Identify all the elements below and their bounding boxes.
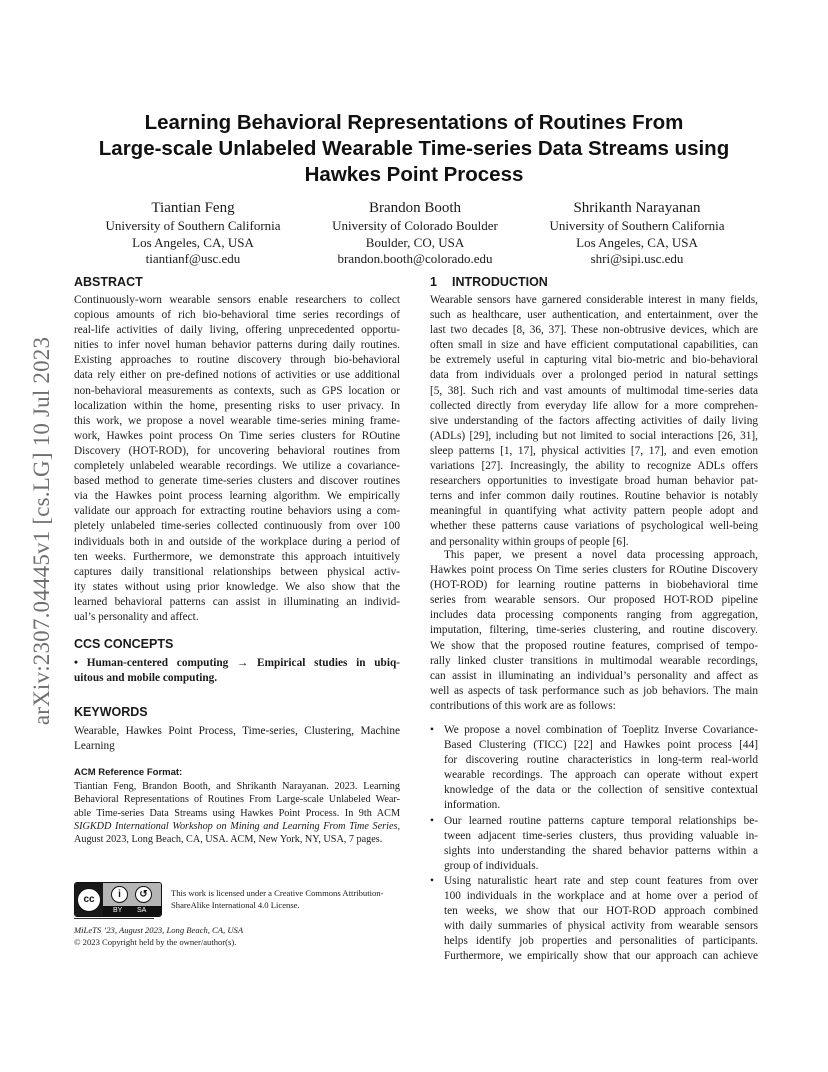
- bullet-line: Our learned routine patterns capture temporal relationships be-: [444, 814, 758, 827]
- abstract-line: ten weeks. Furthermore, we demonstrate this approach intuitively: [74, 550, 400, 563]
- bullet-line: for discovering routine characteristics in long-term real-world: [444, 754, 758, 767]
- cc-icon: cc: [77, 888, 101, 912]
- author-affiliation: University of Colorado Boulder: [332, 218, 498, 233]
- ccs-heading: CCS CONCEPTS: [74, 637, 174, 651]
- intro-line: We show that the proposed routine features, comprised of tempo-: [430, 639, 758, 652]
- list-item: [430, 874, 758, 965]
- intro-line: contributions of this work are as follows:: [430, 699, 616, 712]
- abstract-line: work, Hawkes point process On Time series clusters for ROutine: [74, 429, 400, 442]
- author-name: Tiantian Feng: [151, 200, 235, 216]
- author-block: [295, 198, 535, 268]
- bullet-line: ten weeks, we show that our HOT-ROD approach combined: [444, 905, 758, 918]
- keywords-heading: KEYWORDS: [74, 705, 148, 719]
- intro-line: imputation, filtering, time-series clustering, and routine discovery.: [430, 624, 758, 637]
- author-location: Los Angeles, CA, USA: [576, 234, 698, 250]
- intro-line: [5, 38]. Such rich and vast amounts of multimodal time-series data: [430, 384, 758, 397]
- bullet-line: We propose a novel combination of Toeplitz Inverse Covariance-: [444, 724, 758, 736]
- author-email[interactable]: shri@sipi.usc.edu: [590, 251, 684, 266]
- author-name: Shrikanth Narayanan: [573, 200, 701, 216]
- intro-line: can assist in illuminating an individual’s personality and affect as: [430, 669, 758, 682]
- intro-line: well as aspects of task performance such as job behaviors. The main: [430, 684, 758, 697]
- title-line: Learning Behavioral Representations of Routines From: [144, 111, 684, 134]
- keywords-body: [74, 724, 400, 754]
- title-line: Hawkes Point Process: [304, 163, 524, 186]
- copyright-line: © 2023 Copyright held by the owner/author(s).: [74, 937, 237, 947]
- author-location: Boulder, CO, USA: [365, 234, 465, 250]
- intro-line: (ADLs) [29], including but not limited to social interactions [26, 31],: [430, 429, 758, 442]
- reference-line: able Time-series Data Streams using Hawkes Point Process. In 9th ACM: [74, 807, 400, 819]
- reference-line: Tiantian Feng, Brandon Booth, and Shrikanth Narayanan. 2023. Learning: [74, 781, 400, 792]
- arxiv-identifier: arXiv:2307.04445v1 [cs.LG] 10 Jul 2023: [29, 336, 54, 726]
- license-line: This work is licensed under a Creative Commons Attribution-: [171, 888, 384, 898]
- intro-line: whether these patterns cause variations of psychological well-being: [430, 520, 758, 533]
- bullet-line: helps identify job properties and personalities of participants.: [444, 935, 758, 948]
- bullet-line: Based Clustering (TICC) [22] and Hawkes point process [44]: [444, 739, 758, 752]
- ccs-line: [74, 656, 400, 671]
- abstract-line: copious amounts of rich bio-behavioral time series recordings of: [74, 309, 400, 322]
- ccs-line: uitous and mobile computing.: [74, 672, 218, 685]
- intro-line: researchers opportunities to investigate broad human behavior pat-: [430, 475, 758, 488]
- introduction-heading: [430, 274, 548, 290]
- bullet-line: tween adjacent time-series clusters, thus providing valuable in-: [444, 829, 758, 842]
- license-text: [171, 887, 403, 911]
- abstract-line: pletely unlabeled time-series collected continuously from over 100: [74, 520, 400, 533]
- intro-line: often small in size and have efficient computational capabilities, can: [430, 339, 758, 352]
- intro-line: collected directly from everyday life allow for a more comprehen-: [430, 399, 758, 412]
- abstract-line: localization within the home, presenting risks to user privacy. In: [74, 399, 400, 412]
- attribution-icon: i: [111, 886, 128, 903]
- abstract-line: Continuously-worn wearable sensors enable researchers to collect: [74, 294, 400, 306]
- abstract-line: this work, we propose a novel wearable time-series mining frame-: [74, 414, 400, 427]
- intro-paragraph-1: [430, 293, 758, 550]
- bullet-line: information.: [444, 799, 501, 812]
- abstract-heading: ABSTRACT: [74, 275, 143, 289]
- bullet-dot: •: [430, 874, 434, 887]
- abstract-line: completely unlabeled wearable recordings. We utilize a covariance-: [74, 460, 400, 473]
- intro-line: variations [27]. Increasingly, the ability to recognize ADLs offers: [430, 460, 758, 473]
- bullet-line: Using naturalistic heart rate and step count features from over: [444, 874, 758, 887]
- bullet-line: group of individuals.: [444, 859, 539, 872]
- abstract-line: ity states without using prior knowledge. We also show that the: [74, 580, 400, 593]
- bullet-line: with daily summaries of physical activity from wearable sensors: [444, 920, 758, 933]
- keywords-line: Learning: [74, 740, 115, 753]
- ccs-body: [74, 656, 400, 686]
- abstract-line: based method to generate time-series clusters and discover routines: [74, 475, 400, 488]
- author-email[interactable]: brandon.booth@colorado.edu: [337, 251, 493, 266]
- abstract-line: learned behavioral patterns can assist in illuminating an individ-: [74, 595, 400, 608]
- bullet-line: Furthermore, we empirically show that our approach can achieve: [444, 950, 758, 963]
- reference-format-body: [74, 780, 400, 846]
- author-block: [73, 198, 313, 268]
- abstract-line: nities to infer novel human behavior patterns during daily routines.: [74, 339, 400, 352]
- intro-line: This paper, we present a novel data processing approach,: [444, 549, 758, 561]
- author-affiliation: University of Southern California: [105, 218, 281, 233]
- intro-line: meaningful in quantifying what activity pattern people adopt and: [430, 505, 758, 518]
- reference-line: Behavioral Representations of Routines From Large-scale Unlabeled Wear-: [74, 794, 400, 806]
- cc-by-label: BY: [113, 907, 123, 914]
- intro-line: last two decades [8, 36, 37]. These non-obtrusive devices, which are: [430, 324, 758, 337]
- intro-line: (HOT-ROD) for learning routine patterns in biobehavioral time: [430, 579, 758, 592]
- abstract-line: Discovery (HOT-ROD), for uncovering behavioral routines from: [74, 444, 400, 457]
- intro-line: such as healthcare, user authentication, and entertainment, over the: [430, 309, 758, 322]
- reference-line: August 2023, Long Beach, CA, USA. ACM, New York, NY, USA, 7 pages.: [74, 834, 383, 846]
- reference-line: SIGKDD International Workshop on Mining and Learning From Time Series,: [74, 820, 400, 832]
- bullet-line: 100 individuals in the workplace and at home over a period of: [444, 890, 758, 903]
- intro-line: Wearable sensors have garnered considerable interest in many fields,: [430, 294, 758, 306]
- abstract-line: captures daily transitional relationships between physical activ-: [74, 565, 400, 578]
- section-title: INTRODUCTION: [452, 275, 548, 289]
- ccs-concept: Human-centered computing → Empirical studies in ubiq-: [86, 657, 400, 669]
- intro-line: sleep patterns [1, 17], physical activities [7, 17], and even emotion: [430, 444, 758, 457]
- list-item: [430, 814, 758, 874]
- contributions-list: [430, 723, 758, 965]
- paper-title: [60, 110, 768, 188]
- intro-line: includes data processing components ranging from aggregation,: [430, 609, 758, 622]
- abstract-line: real-life activities of daily living, offering unprecedented opportu-: [74, 324, 400, 337]
- title-line: Large-scale Unlabeled Wearable Time-series Data Streams using: [98, 137, 730, 160]
- bullet-dot: •: [74, 657, 78, 669]
- license-line: ShareAlike International 4.0 License.: [171, 900, 300, 910]
- abstract-line: ual’s personality and affect.: [74, 610, 199, 623]
- section-number: 1: [430, 275, 437, 289]
- abstract-body: [74, 293, 400, 625]
- bullet-line: wearable recordings. The approach can operate without expert: [444, 769, 758, 782]
- footer-rule: [74, 918, 154, 919]
- intro-line: rally linked cluster transitions in multimodal wearable recordings,: [430, 654, 758, 667]
- list-item: [430, 723, 758, 814]
- author-block: [517, 198, 757, 268]
- abstract-line: Existing approaches to routine discovery through bio-behavioral: [74, 354, 400, 367]
- abstract-line: individuals both in and outside of the workplace during a period of: [74, 535, 400, 548]
- cc-badge-strip: [103, 906, 161, 916]
- abstract-line: via the Hawkes point process learning algorithm. We empirically: [74, 490, 400, 503]
- intro-line: series from wearable sensors. Our proposed HOT-ROD pipeline: [430, 594, 758, 607]
- venue-line: MiLeTS ’23, August 2023, Long Beach, CA, USA: [74, 925, 244, 935]
- author-affiliation: University of Southern California: [549, 218, 725, 233]
- page-footer: [74, 924, 243, 948]
- arxiv-stamp: [22, 296, 62, 766]
- author-name: Brandon Booth: [368, 200, 462, 216]
- intro-line: data from individuals over a prolonged period in natural settings: [430, 369, 758, 382]
- intro-line: sive understanding of the factors affecting activities of daily living: [430, 414, 758, 427]
- cc-license-badge[interactable]: [74, 882, 162, 917]
- sharealike-icon: ↺: [135, 886, 152, 903]
- intro-paragraph-2: [430, 548, 758, 714]
- abstract-line: validate our approach for extracting routine behaviors using a com-: [74, 505, 400, 518]
- bullet-dot: •: [430, 814, 434, 827]
- keywords-line: Wearable, Hawkes Point Process, Time-series, Clustering, Machine: [74, 725, 400, 737]
- intro-line: Hawkes point process On Time series clusters for ROutine Discovery: [430, 564, 758, 577]
- intro-line: be extremely useful in capturing vital bio-metric and bio-behavioral: [430, 354, 758, 367]
- abstract-line: non-behavioral measurements as contexts, such as GPS location or: [74, 384, 400, 397]
- intro-line: terns and infer common daily routines. Routine behavior is notably: [430, 490, 758, 503]
- intro-line: and personality within groups of people [6].: [430, 535, 629, 548]
- reference-format-heading: ACM Reference Format:: [74, 767, 183, 778]
- abstract-line: data rely either on pre-defined notions of activities or use additional: [74, 369, 400, 382]
- bullet-line: knowledge of the data or the collection of sensitive contextual: [444, 784, 758, 797]
- cc-sa-label: SA: [137, 907, 147, 914]
- bullet-dot: •: [430, 724, 434, 736]
- author-location: Los Angeles, CA, USA: [132, 234, 254, 250]
- author-email[interactable]: tiantianf@usc.edu: [145, 251, 241, 266]
- bullet-line: sights into understanding the shared behavior patterns within a: [444, 844, 758, 857]
